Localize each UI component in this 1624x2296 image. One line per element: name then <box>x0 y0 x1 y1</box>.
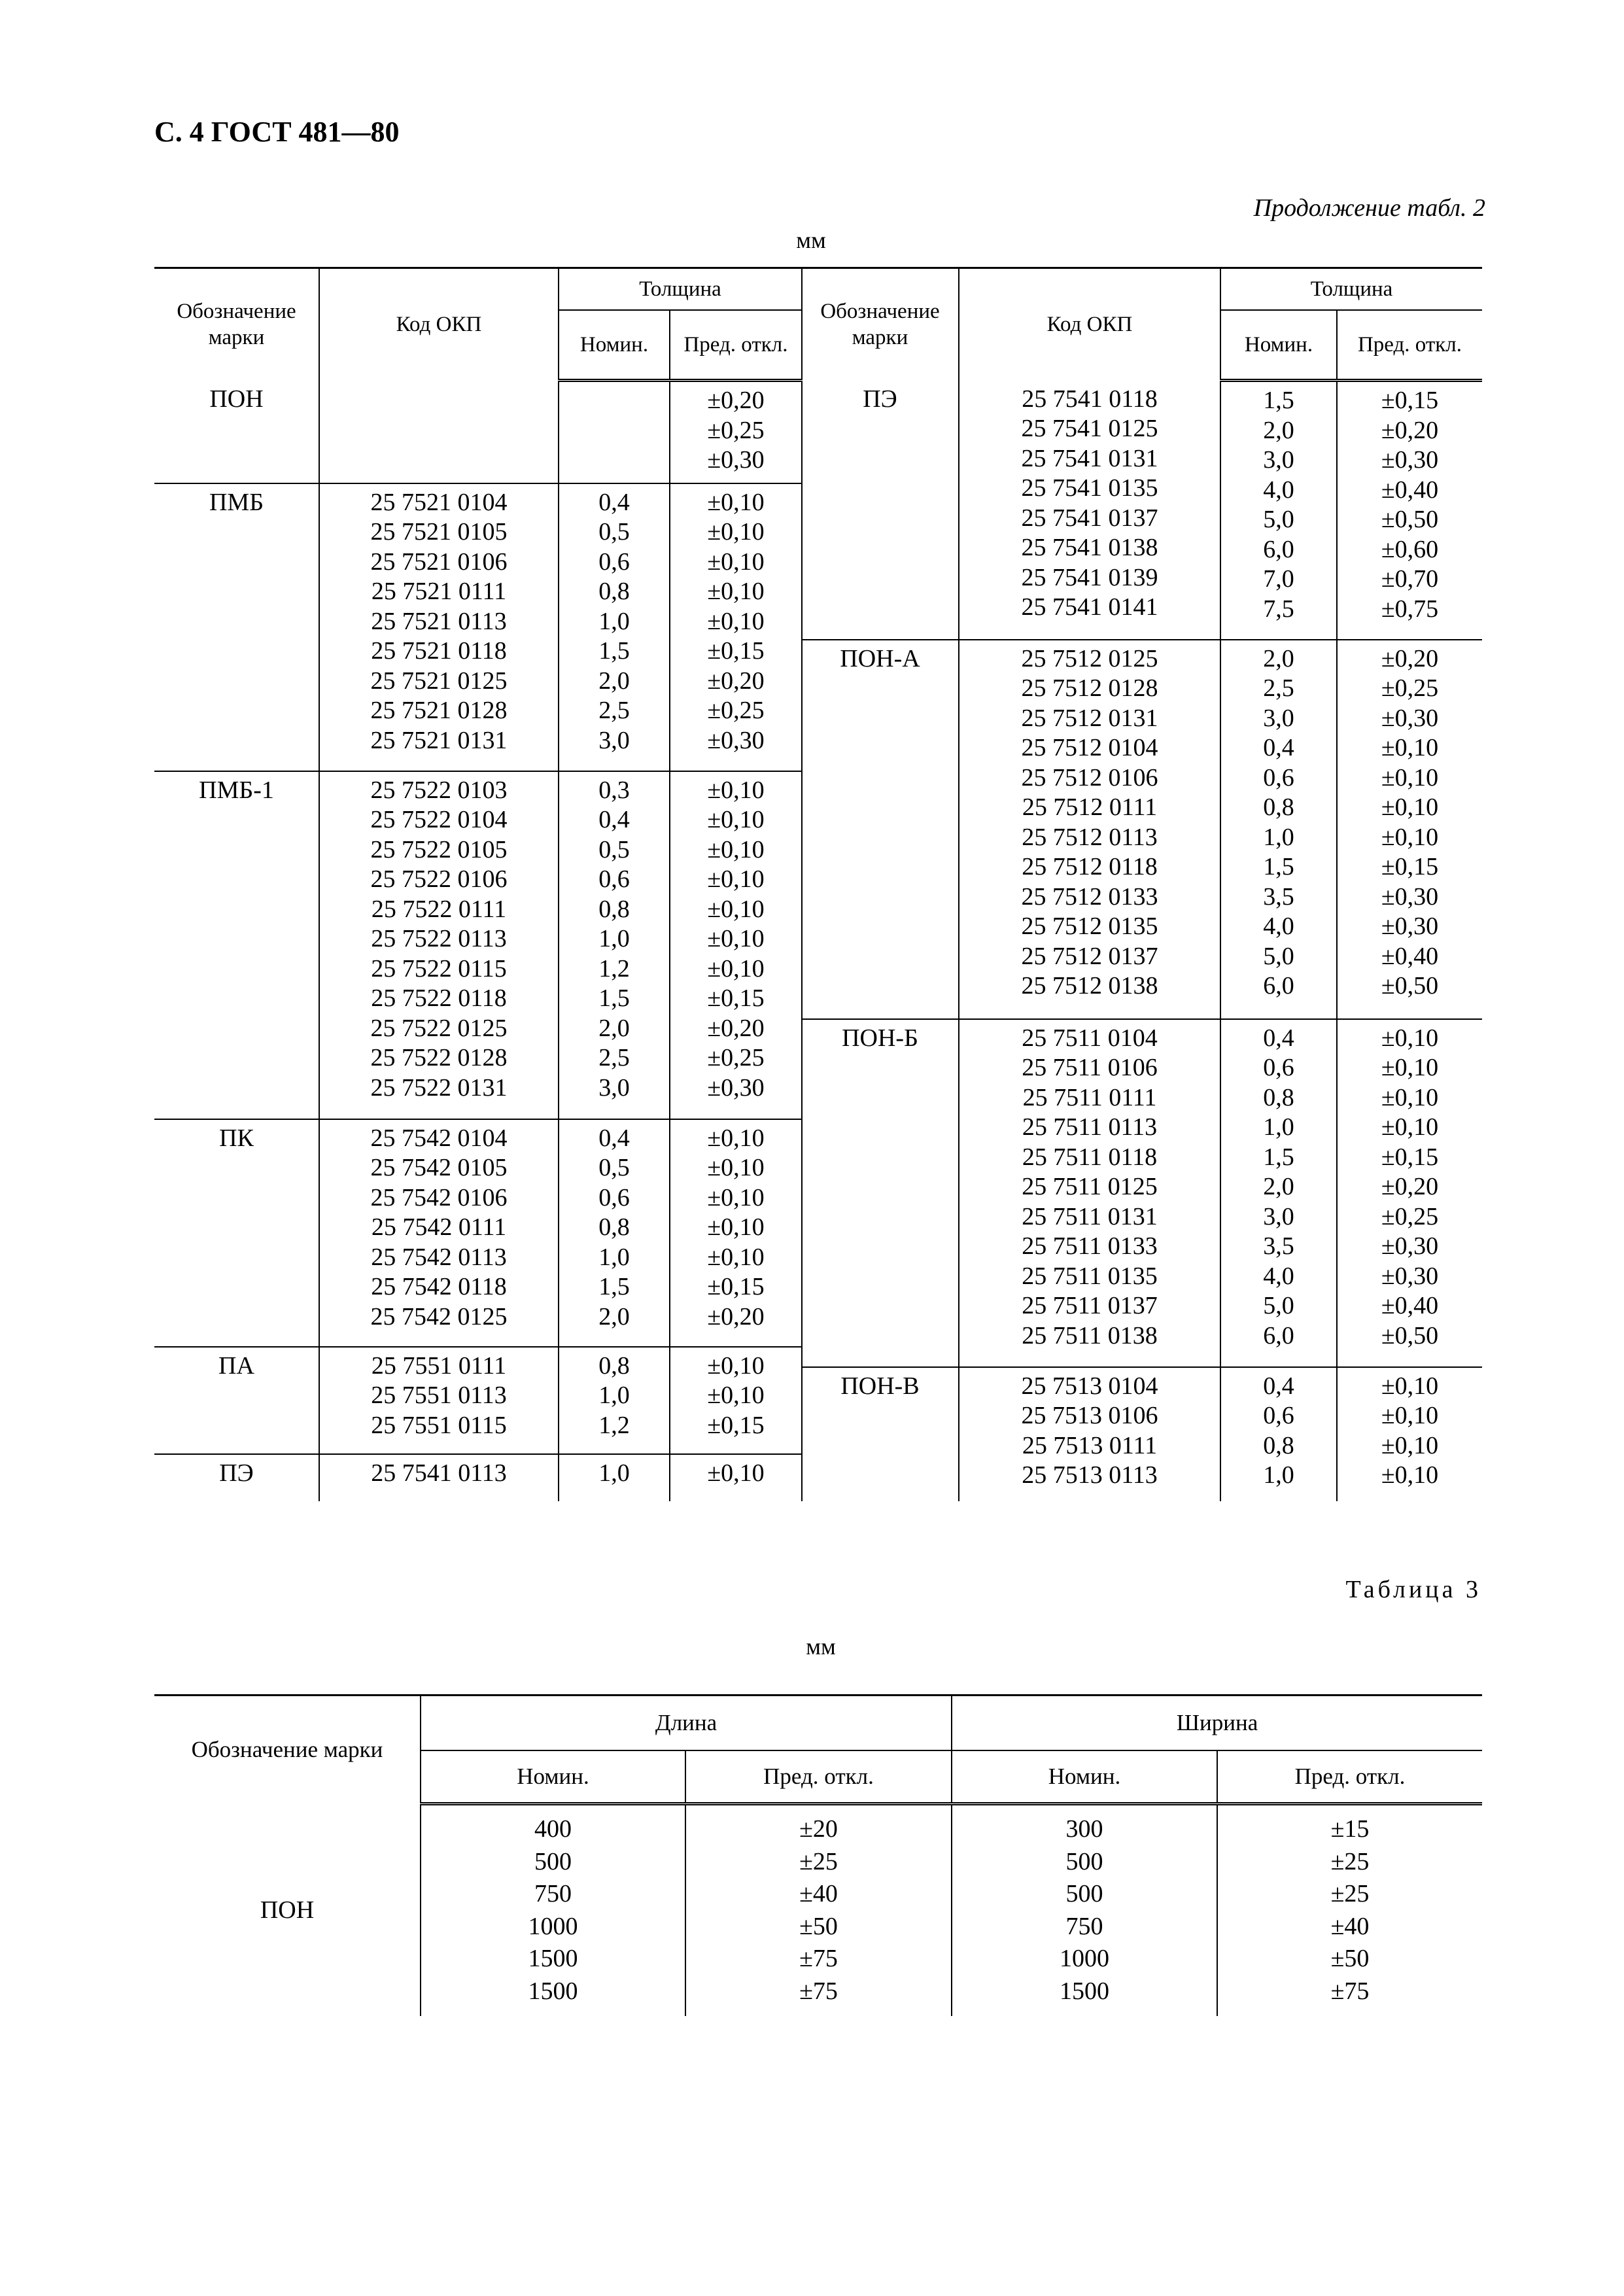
code-cell: 25 7522 0103 25 7522 0104 25 7522 0105 25 7522 0106 25 7522 0111 25 7522 0113 25 7522 0115 25 7522 0118 25 7522 0125 25 7522 0128 25 7522 0131 <box>370 776 508 1102</box>
tolerance-cell: ±0,10 ±0,10 ±0,10 ±0,10 ±0,15 ±0,20 ±0,25 ±0,30 ±0,30 ±0,40 ±0,50 <box>1381 1024 1439 1349</box>
nominal-cell: 0,4 0,5 0,6 0,8 1,0 1,5 2,0 2,5 3,0 <box>598 488 630 754</box>
width-nominal-cell: 300 500 500 750 1000 1500 <box>1060 1815 1109 2005</box>
col-header-tolerance: Пред. откл. <box>1337 310 1482 381</box>
code-cell: 25 7541 0118 25 7541 0125 25 7541 0131 25 7541 0135 25 7541 0137 25 7541 0138 25 7541 0139 25 7541 0141 <box>1021 385 1158 621</box>
page-header: С. 4 ГОСТ 481—80 <box>154 116 400 148</box>
tolerance-cell: ±0,10 ±0,10 ±0,10 ±0,10 ±0,10 ±0,10 ±0,10 ±0,15 ±0,20 ±0,25 ±0,30 <box>707 776 765 1102</box>
length-tolerance-cell: ±20 ±25 ±40 ±50 ±75 ±75 <box>799 1815 838 2005</box>
nominal-cell: 0,4 0,6 0,8 1,0 1,5 2,0 3,0 3,5 4,0 5,0 6,0 <box>1263 1024 1294 1349</box>
tolerance-cell: ±0,15 ±0,20 ±0,30 ±0,40 ±0,50 ±0,60 ±0,70 ±0,75 <box>1381 387 1439 623</box>
table2-unit: мм <box>796 227 826 253</box>
tolerance-cell: ±0,20 ±0,25 ±0,30 <box>707 387 765 474</box>
table3-unit: мм <box>806 1633 836 1660</box>
tolerance-cell: ±0,10 ±0,10 ±0,10 ±0,10 ±0,10 ±0,15 ±0,20 <box>707 1124 765 1331</box>
table3 <box>154 1694 1482 2016</box>
nominal-cell: 0,8 1,0 1,2 <box>598 1351 630 1439</box>
tolerance-cell: ±0,10 <box>707 1459 765 1487</box>
nominal-cell: 0,4 0,5 0,6 0,8 1,0 1,5 2,0 <box>598 1124 630 1331</box>
table-row <box>154 381 802 483</box>
col-header-width: Ширина <box>952 1696 1482 1751</box>
brand-cell: ПЭ <box>863 385 897 413</box>
nominal-cell: 2,0 2,5 3,0 0,4 0,6 0,8 1,0 1,5 3,5 4,0 5,0 6,0 <box>1263 644 1294 1000</box>
table-row <box>154 1454 802 1501</box>
brand-cell: ПОН <box>260 1896 315 1924</box>
table-row <box>802 1367 1482 1501</box>
col-header-thickness: Толщина <box>1220 268 1482 311</box>
brand-cell: ПОН-А <box>840 644 920 672</box>
length-nominal-cell: 400 500 750 1000 1500 1500 <box>528 1815 578 2005</box>
brand-cell: ПЭ <box>219 1459 254 1487</box>
code-cell: 25 7542 0104 25 7542 0105 25 7542 0106 25 7542 0111 25 7542 0113 25 7542 0118 25 7542 0125 <box>370 1124 508 1331</box>
nominal-cell: 1,0 <box>598 1459 630 1487</box>
col-header-code: Код ОКП <box>959 268 1220 381</box>
table-row <box>802 640 1482 1019</box>
code-cell: 25 7512 0125 25 7512 0128 25 7512 0131 25 7512 0104 25 7512 0106 25 7512 0111 25 7512 0113 25 7512 0118 25 7512 0133 25 7512 0135 25 7512 0137 25 7512 0138 <box>1021 644 1158 1000</box>
code-cell: 25 7541 0113 <box>371 1459 507 1487</box>
nominal-cell: 0,4 0,6 0,8 1,0 <box>1263 1372 1294 1489</box>
col-header-width-tolerance: Пред. откл. <box>1217 1750 1482 1804</box>
code-cell: 25 7511 0104 25 7511 0106 25 7511 0111 25 7511 0113 25 7511 0118 25 7511 0125 25 7511 0131 25 7511 0133 25 7511 0135 25 7511 0137 25 7511 0138 <box>1022 1024 1158 1349</box>
brand-cell: ПОН-В <box>840 1372 920 1400</box>
brand-cell: ПМБ <box>209 488 264 516</box>
col-header-nominal: Номин. <box>1220 310 1337 381</box>
table-row <box>802 1019 1482 1367</box>
table-row <box>154 771 802 1119</box>
table2-left <box>154 267 803 1501</box>
col-header-length: Длина <box>421 1696 952 1751</box>
code-cell: 25 7513 0104 25 7513 0106 25 7513 0111 25 7513 0113 <box>1021 1372 1158 1489</box>
table-row <box>154 1119 802 1347</box>
brand-cell: ПОН <box>209 385 264 413</box>
tolerance-cell: ±0,20 ±0,25 ±0,30 ±0,10 ±0,10 ±0,10 ±0,10 ±0,15 ±0,30 ±0,30 ±0,40 ±0,50 <box>1381 644 1439 1000</box>
table-row <box>154 483 802 771</box>
col-header-tolerance: Пред. откл. <box>670 310 802 381</box>
brand-cell: ПМБ-1 <box>199 776 274 804</box>
brand-cell: ПК <box>219 1124 254 1152</box>
code-cell <box>320 381 558 385</box>
nominal-cell <box>559 382 669 386</box>
col-header-brand: Обозначение марки <box>802 268 959 381</box>
col-header-brand: Обозначение марки <box>154 268 319 381</box>
col-header-thickness: Толщина <box>559 268 802 311</box>
nominal-cell: 0,3 0,4 0,5 0,6 0,8 1,0 1,2 1,5 2,0 2,5 3,0 <box>598 776 630 1102</box>
width-tolerance-cell: ±15 ±25 ±25 ±40 ±50 ±75 <box>1330 1815 1370 2005</box>
table-row <box>802 381 1482 640</box>
code-cell: 25 7551 0111 25 7551 0113 25 7551 0115 <box>371 1351 507 1439</box>
tolerance-cell: ±0,10 ±0,10 ±0,10 ±0,10 <box>1381 1372 1439 1489</box>
col-header-length-tolerance: Пред. откл. <box>685 1750 952 1804</box>
col-header-code: Код ОКП <box>319 268 559 381</box>
brand-cell: ПОН-Б <box>842 1024 918 1052</box>
col-header-nominal: Номин. <box>559 310 670 381</box>
tolerance-cell: ±0,10 ±0,10 ±0,15 <box>707 1351 765 1439</box>
brand-cell: ПА <box>218 1351 254 1380</box>
col-header-brand: Обозначение марки <box>154 1696 421 1804</box>
table2-right <box>802 267 1482 1501</box>
code-cell: 25 7521 0104 25 7521 0105 25 7521 0106 25 7521 0111 25 7521 0113 25 7521 0118 25 7521 0125 25 7521 0128 25 7521 0131 <box>370 488 508 754</box>
nominal-cell: 1,5 2,0 3,0 4,0 5,0 6,0 7,0 7,5 <box>1263 387 1294 623</box>
col-header-width-nominal: Номин. <box>952 1750 1217 1804</box>
table-continuation-label: Продолжение табл. 2 <box>1253 194 1485 222</box>
tolerance-cell: ±0,10 ±0,10 ±0,10 ±0,10 ±0,10 ±0,15 ±0,20 ±0,25 ±0,30 <box>707 488 765 754</box>
col-header-length-nominal: Номин. <box>421 1750 685 1804</box>
table-row <box>154 1804 1482 2017</box>
table3-title: Таблица 3 <box>1345 1576 1481 1603</box>
table-row <box>154 1347 802 1454</box>
